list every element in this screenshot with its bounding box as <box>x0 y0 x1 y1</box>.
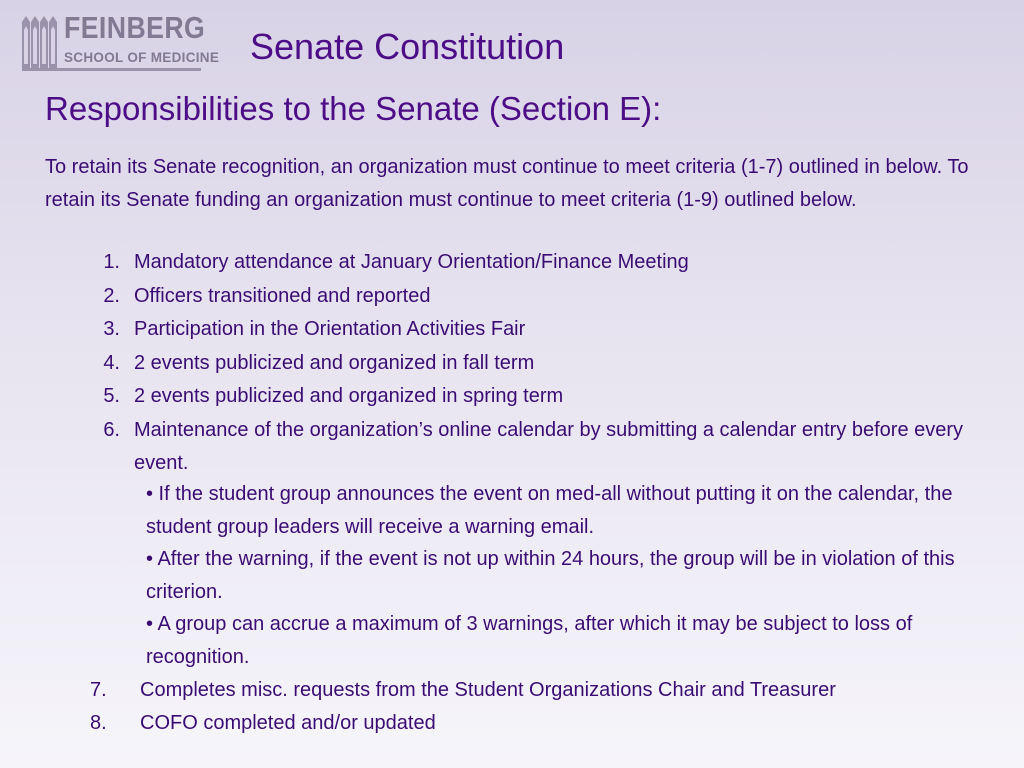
criteria-text: Mandatory attendance at January Orientation/Finance Meeting <box>134 251 689 273</box>
criteria-text: Officers transitioned and reported <box>134 284 431 307</box>
criteria-number: 7. <box>90 679 107 701</box>
criteria-item <box>83 707 983 740</box>
criteria-item <box>92 347 997 381</box>
logo-rule <box>22 68 201 71</box>
criteria-number: 2. <box>103 284 120 307</box>
subnote-item: • A group can accrue a maximum of 3 warnings, after which it may be subject to loss of recognition. <box>146 613 913 668</box>
criteria-item <box>92 380 997 414</box>
feinberg-arches-icon <box>22 16 58 68</box>
criteria-number: 6. <box>103 418 120 441</box>
tail-criteria-list <box>83 674 983 739</box>
criteria-number: 5. <box>103 385 120 407</box>
criteria-text: 2 events publicized and organized in fall term <box>134 351 535 374</box>
logo-wordmark: FEINBERG <box>64 10 206 45</box>
criteria-item <box>92 414 997 481</box>
criteria-number: 3. <box>103 318 120 340</box>
criteria-item <box>92 280 997 314</box>
criteria-item <box>92 246 997 280</box>
subnote-item: • If the student group announces the event on med-all without putting it on the calendar, the student group leaders will receive a warning email. <box>146 483 953 538</box>
criteria-list <box>92 246 997 481</box>
criteria-item <box>92 313 997 347</box>
criteria-text: Completes misc. requests from the Student Organizations Chair and Treasurer <box>140 679 836 701</box>
criteria-number: 8. <box>90 711 107 734</box>
criteria-number: 1. <box>103 251 120 273</box>
calendar-subnotes <box>146 478 1016 673</box>
criteria-text: 2 events publicized and organized in spring term <box>134 385 564 407</box>
criteria-text: Maintenance of the organization’s online calendar by submitting a calendar entry before every event. <box>134 418 964 474</box>
feinberg-logo <box>22 10 220 72</box>
slide-title: Senate Constitution <box>250 26 565 67</box>
subnote-item: • After the warning, if the event is not up within 24 hours, the group will be in violation of this criterion. <box>146 548 955 603</box>
criteria-item <box>83 674 983 707</box>
intro-paragraph: To retain its Senate recognition, an organization must continue to meet criteria (1-7) outlined in below. To retain its Senate funding an organization must continue to meet criteria (1-9) outlined below. <box>45 156 969 211</box>
criteria-number: 4. <box>103 351 120 374</box>
section-heading: Responsibilities to the Senate (Section E): <box>45 90 662 127</box>
logo-subtitle: SCHOOL OF MEDICINE <box>64 50 220 65</box>
criteria-text: Participation in the Orientation Activities Fair <box>134 318 526 340</box>
criteria-text: COFO completed and/or updated <box>140 711 436 734</box>
